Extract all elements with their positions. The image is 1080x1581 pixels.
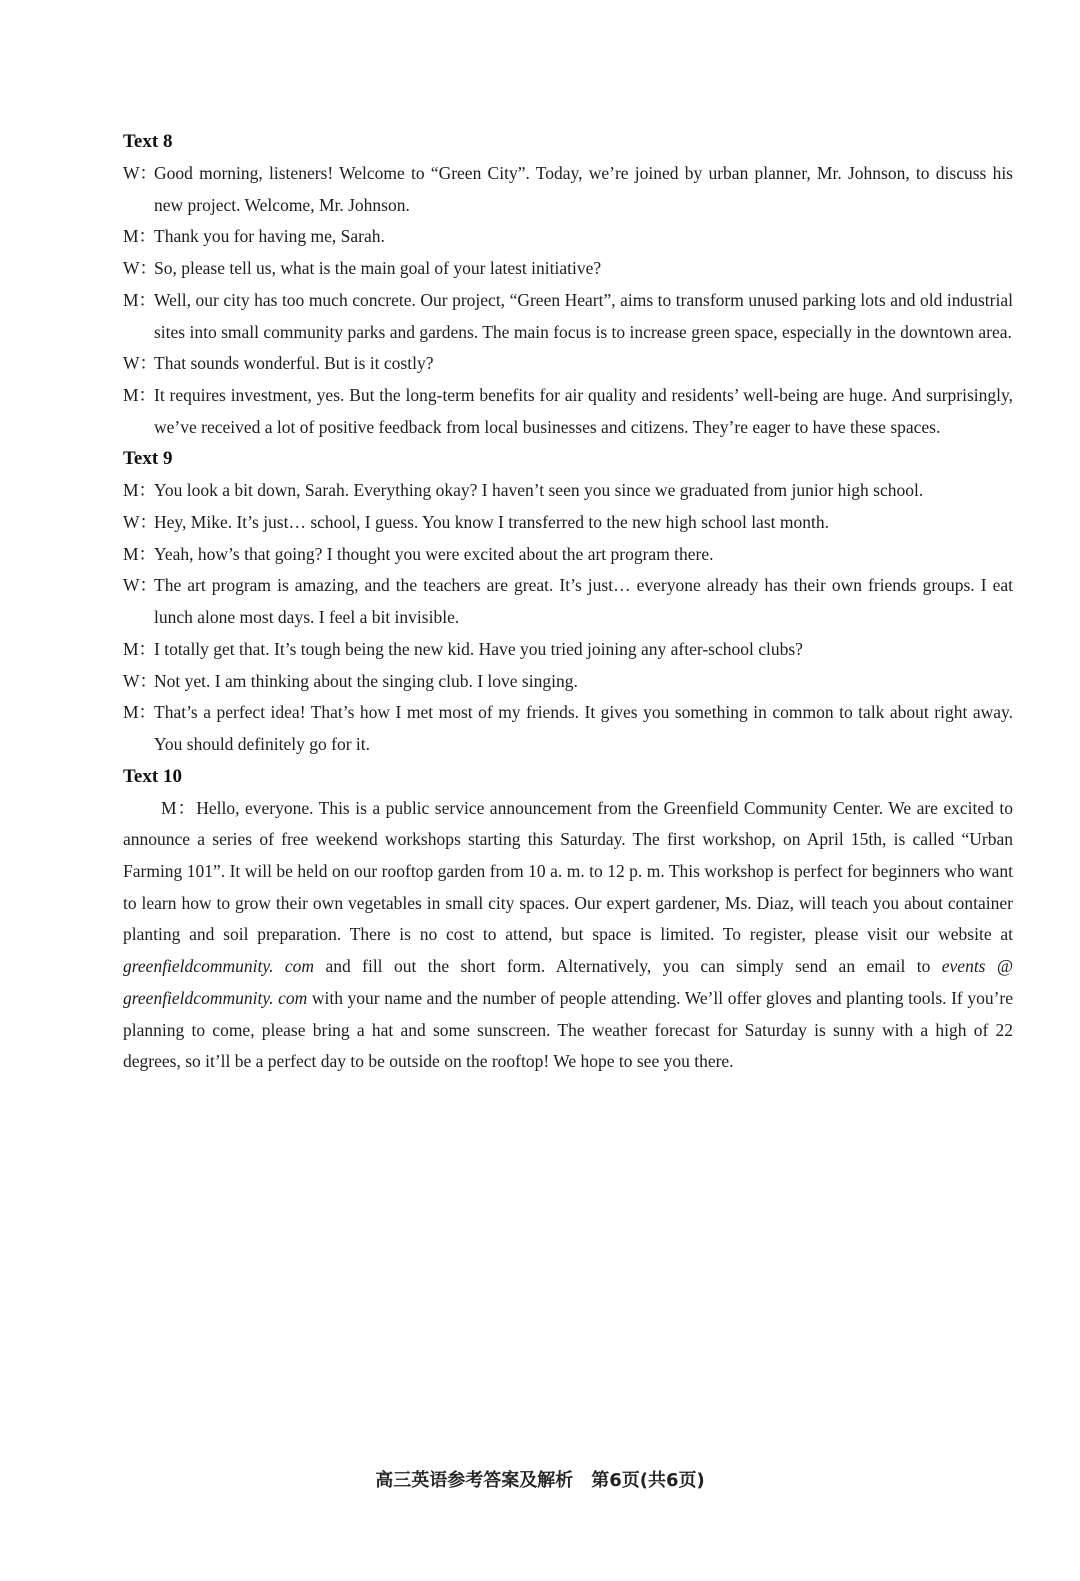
dialogue-text: The art program is amazing, and the teachers are great. It’s just… everyone already has their own friends groups. I eat lunch alone most days. I feel a bit invisible. <box>154 575 1013 628</box>
dialogue-text: Not yet. I am thinking about the singing club. I love singing. <box>154 670 578 691</box>
dialogue-line <box>123 348 1013 380</box>
dialogue-line <box>123 285 1013 348</box>
speaker-label: M： <box>123 638 157 659</box>
dialogue-line <box>123 158 1013 221</box>
speaker-label: M： <box>123 480 157 501</box>
dialogue-line <box>123 475 1013 507</box>
dialogue-line <box>123 507 1013 539</box>
speaker-label: M： <box>161 797 197 818</box>
dialogue-text: Good morning, listeners! Welcome to “Green City”. Today, we’re joined by urban planner, Mr. Johnson, to discuss his new project. Welcome, Mr. Johnson. <box>154 163 1013 215</box>
text9-heading: Text 9 <box>123 448 173 470</box>
announcement-text: and fill out the short form. Alternatively, you can simply send an email to <box>314 956 942 977</box>
speaker-label: M： <box>123 226 157 247</box>
text8-heading: Text 8 <box>123 131 173 152</box>
speaker-label: M： <box>123 289 157 310</box>
dialogue-text: Well, our city has too much concrete. Our project, “Green Heart”, aims to transform unused parking lots and old industrial sites into small community parks and gardens. The main focus is to increase green space, especially in the downtown area. <box>154 289 1013 342</box>
speaker-label: M： <box>123 543 157 564</box>
dialogue-text: I totally get that. It’s tough being the new kid. Have you tried joining any after-school clubs? <box>154 638 803 659</box>
dialogue-line <box>123 253 1013 285</box>
dialogue-line <box>123 539 1013 571</box>
speaker-label: M： <box>123 702 157 723</box>
dialogue-text: You look a bit down, Sarah. Everything okay? I haven’t seen you since we graduated from junior high school. <box>154 480 924 501</box>
text10-heading: Text 10 <box>123 765 182 787</box>
dialogue-line <box>123 380 1013 443</box>
speaker-label: W： <box>123 258 158 279</box>
speaker-label: M： <box>123 384 157 405</box>
dialogue-line <box>123 666 1013 698</box>
speaker-label: W： <box>123 670 158 691</box>
dialogue-text: Thank you for having me, Sarah. <box>154 226 385 247</box>
dialogue-line <box>123 697 1013 760</box>
email-address: events @ greenfieldcommunity. com <box>123 956 1013 1008</box>
page-content <box>123 126 1013 1078</box>
speaker-label: W： <box>123 353 158 374</box>
website-link: greenfieldcommunity. com <box>123 956 315 977</box>
dialogue-line <box>123 221 1013 253</box>
dialogue-text: So, please tell us, what is the main goal of your latest initiative? <box>154 258 602 279</box>
speaker-label: W： <box>123 163 158 183</box>
speaker-label: W： <box>123 512 158 533</box>
dialogue-text: Hey, Mike. It’s just… school, I guess. You know I transferred to the new high school last month. <box>154 512 829 533</box>
dialogue-text: It requires investment, yes. But the long-term benefits for air quality and residents’ well-being are huge. And surprisingly, we’ve received a lot of positive feedback from local businesses and citizens. They’re eager to have these spaces. <box>154 384 1013 437</box>
dialogue-line <box>123 570 1013 633</box>
announcement-paragraph <box>123 793 1013 1078</box>
announcement-text: with your name and the number of people attending. We’ll offer gloves and planting tools. If you’re planning to come, please bring a hat and some sunscreen. The weather forecast for Saturday is sunny with a high of 22 degrees, so it’ll be a perfect day to be outside on the rooftop! We hope to see you there. <box>123 987 1014 1072</box>
dialogue-text: That sounds wonderful. But is it costly? <box>154 353 434 374</box>
text8-dialogue <box>123 158 1013 443</box>
dialogue-text: That’s a perfect idea! That’s how I met most of my friends. It gives you something in common to talk about right away. You should definitely go for it. <box>154 702 1013 754</box>
page-footer: 高三英语参考答案及解析 第6页(共6页) <box>375 1470 705 1491</box>
announcement-text: Hello, everyone. This is a public service announcement from the Greenfield Community Center. We are excited to announce a series of free weekend workshops starting this Saturday. The first workshop, on April 15th, is called “Urban Farming 101”. It will be held on our rooftop garden from 10 a. m. to 12 p. m. This workshop is perfect for beginners who want to learn how to grow their own vegetables in small city spaces. Our expert gardener, Ms. Diaz, will teach you about container planting and soil preparation. There is no cost to attend, but space is limited. To register, please visit our website at <box>123 797 1014 945</box>
dialogue-line <box>123 634 1013 666</box>
speaker-label: W： <box>123 575 158 596</box>
text9-dialogue <box>123 475 1013 760</box>
dialogue-text: Yeah, how’s that going? I thought you were excited about the art program there. <box>154 543 714 564</box>
